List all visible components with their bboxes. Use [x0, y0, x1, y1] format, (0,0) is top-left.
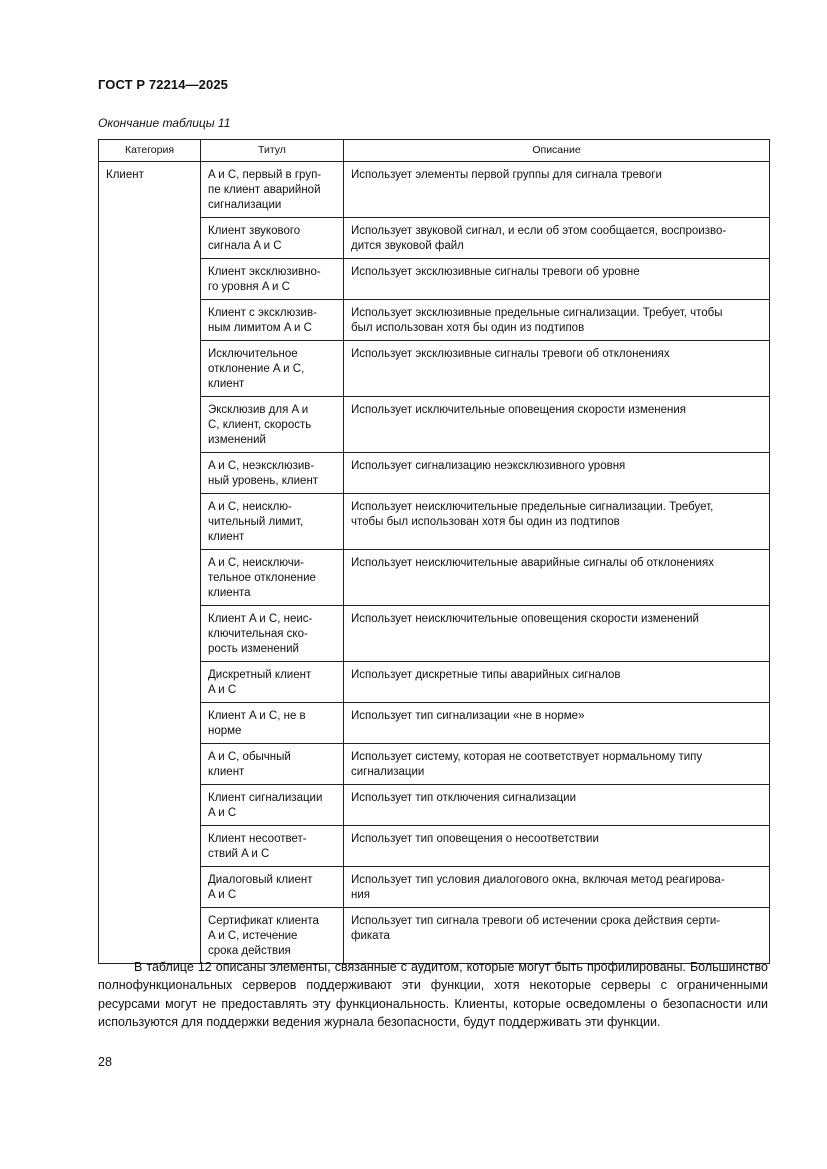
- description-cell: Использует неисключительные аварийные сигналы об отклонениях: [344, 550, 770, 606]
- description-cell: Использует звуковой сигнал, и если об этом сообщается, воспроизво- дится звуковой файл: [344, 218, 770, 259]
- description-cell: Использует тип условия диалогового окна, включая метод реагирова- ния: [344, 867, 770, 908]
- title-cell: Диалоговый клиент A и C: [201, 867, 344, 908]
- description-cell: Использует тип оповещения о несоответствии: [344, 826, 770, 867]
- title-cell: A и C, неэксклюзив- ный уровень, клиент: [201, 453, 344, 494]
- title-cell: Клиент A и C, не в норме: [201, 703, 344, 744]
- description-cell: Использует эксклюзивные сигналы тревоги об уровне: [344, 259, 770, 300]
- document-header: ГОСТ Р 72214—2025: [98, 77, 228, 92]
- column-header-category: Категория: [99, 140, 201, 162]
- description-cell: Использует исключительные оповещения скорости изменения: [344, 397, 770, 453]
- page-number: 28: [98, 1055, 112, 1069]
- body-paragraph: [98, 958, 768, 1032]
- table-body: [99, 162, 770, 964]
- table-caption: Окончание таблицы 11: [98, 116, 231, 130]
- title-cell: Сертификат клиента A и C, истечение срока действия: [201, 908, 344, 964]
- description-cell: Использует дискретные типы аварийных сигналов: [344, 662, 770, 703]
- title-cell: Клиент эксклюзивно- го уровня A и C: [201, 259, 344, 300]
- description-cell: Использует эксклюзивные сигналы тревоги об отклонениях: [344, 341, 770, 397]
- title-cell: Клиент сигнализации A и C: [201, 785, 344, 826]
- title-cell: Исключительное отклонение A и C, клиент: [201, 341, 344, 397]
- description-cell: Использует систему, которая не соответствует нормальному типу сигнализации: [344, 744, 770, 785]
- title-cell: Клиент A и C, неис- ключительная ско- рость изменений: [201, 606, 344, 662]
- description-cell: Использует эксклюзивные предельные сигнализации. Требует, чтобы был использован хотя бы один из подтипов: [344, 300, 770, 341]
- description-cell: Использует неисключительные предельные сигнализации. Требует, чтобы был использован хотя бы один из подтипов: [344, 494, 770, 550]
- alarm-client-table: [98, 139, 770, 964]
- title-cell: Клиент несоответ- ствий A и C: [201, 826, 344, 867]
- description-cell: Использует тип сигнала тревоги об истечении срока действия серти- фиката: [344, 908, 770, 964]
- title-cell: A и C, неисключи- тельное отклонение клиента: [201, 550, 344, 606]
- table-row: [99, 162, 770, 218]
- title-cell: A и C, обычный клиент: [201, 744, 344, 785]
- description-cell: Использует сигнализацию неэксклюзивного уровня: [344, 453, 770, 494]
- title-cell: Клиент с эксклюзив- ным лимитом A и C: [201, 300, 344, 341]
- title-cell: Эксклюзив для A и C, клиент, скорость изменений: [201, 397, 344, 453]
- column-header-title: Титул: [201, 140, 344, 162]
- description-cell: Использует тип отключения сигнализации: [344, 785, 770, 826]
- title-cell: A и C, неисклю- чительный лимит, клиент: [201, 494, 344, 550]
- description-cell: Использует элементы первой группы для сигнала тревоги: [344, 162, 770, 218]
- paragraph-text: В таблице 12 описаны элементы, связанные с аудитом, которые могут быть профилированы. Большинство полнофункциональных серверов поддерживают эти функции, хотя некоторые серверы с ограниченными ресурсами могут не предоставлять эту функциональность. Клиенты, которые осведомлены о безопасности или используются для поддержки ведения журнала безопасности, будут поддерживать эти функции.: [98, 960, 768, 1030]
- table-header-row: [99, 140, 770, 162]
- column-header-description: Описание: [344, 140, 770, 162]
- title-cell: A и C, первый в груп- пе клиент аварийной сигнализации: [201, 162, 344, 218]
- category-cell: Клиент: [99, 162, 201, 964]
- description-cell: Использует неисключительные оповещения скорости изменений: [344, 606, 770, 662]
- title-cell: Дискретный клиент A и C: [201, 662, 344, 703]
- title-cell: Клиент звукового сигнала A и C: [201, 218, 344, 259]
- description-cell: Использует тип сигнализации «не в норме»: [344, 703, 770, 744]
